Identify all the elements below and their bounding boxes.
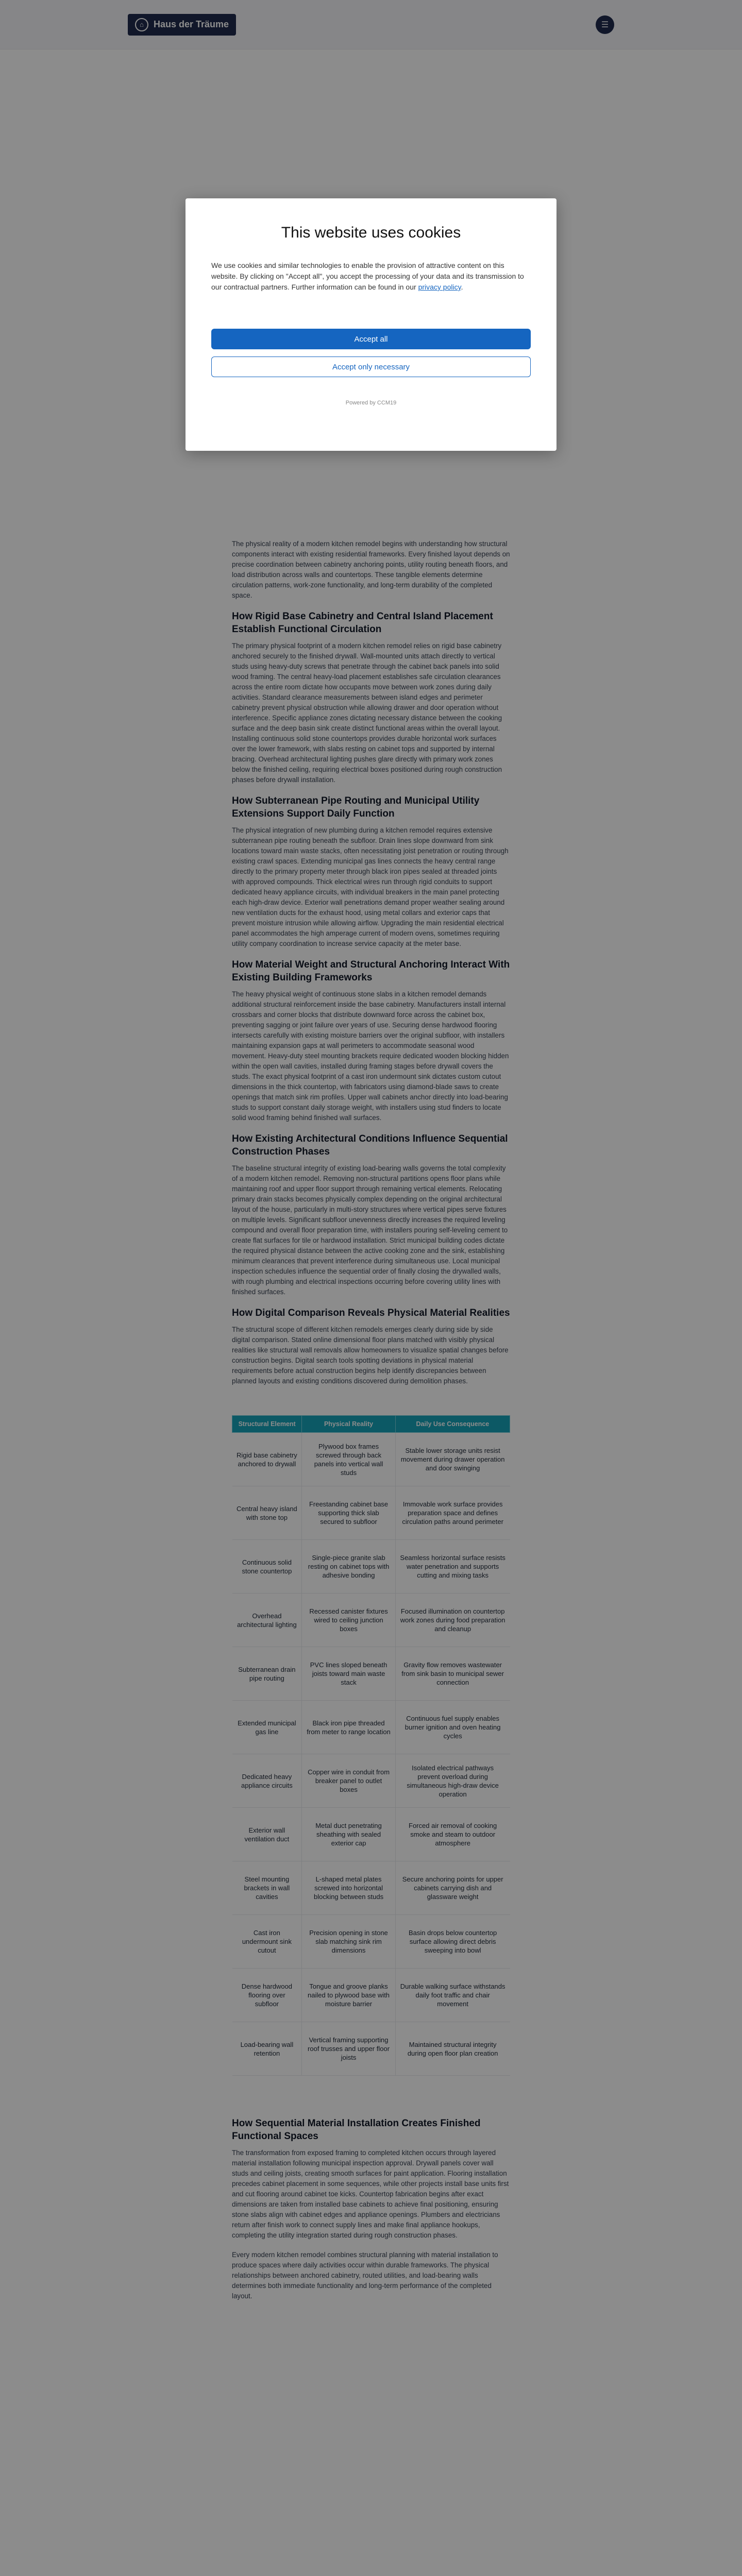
table-cell: Durable walking surface withstands daily foot traffic and chair movement bbox=[395, 1969, 510, 2022]
table-cell: Overhead architectural lighting bbox=[232, 1594, 302, 1647]
table-cell: Extended municipal gas line bbox=[232, 1701, 302, 1754]
table-cell: Vertical framing supporting roof trusses and upper floor joists bbox=[302, 2022, 396, 2076]
table-cell: Isolated electrical pathways prevent overload during simultaneous high-draw device operation bbox=[395, 1754, 510, 1808]
dialog-title: This website uses cookies bbox=[281, 224, 461, 241]
accept-necessary-button[interactable]: Accept only necessary bbox=[211, 357, 531, 377]
table-cell: Load-bearing wall retention bbox=[232, 2022, 302, 2076]
table-cell: Black iron pipe threaded from meter to range location bbox=[302, 1701, 396, 1754]
section-heading: How Subterranean Pipe Routing and Municipal Utility Extensions Support Daily Function bbox=[232, 795, 480, 819]
table-cell: Seamless horizontal surface resists water penetration and supports cutting and mixing tasks bbox=[395, 1540, 510, 1594]
table-cell: Freestanding cabinet base supporting thick slab secured to subfloor bbox=[302, 1486, 396, 1540]
dialog-body: We use cookies and similar technologies to enable the provision of attractive content on this website. By clicking on "Accept all", you accept the processing of your data and its transmission to our contractual partners. Further information can be found in our bbox=[211, 261, 524, 291]
section-heading: How Rigid Base Cabinetry and Central Island Placement Establish Functional Circulation bbox=[232, 611, 493, 635]
table-cell: Continuous solid stone countertop bbox=[232, 1540, 302, 1594]
table-cell: Metal duct penetrating sheathing with sealed exterior cap bbox=[302, 1808, 396, 1861]
table-cell: Precision opening in stone slab matching sink rim dimensions bbox=[302, 1915, 396, 1969]
column-header: Structural Element bbox=[232, 1416, 302, 1433]
column-header: Physical Reality bbox=[302, 1416, 396, 1433]
section-heading: How Material Weight and Structural Anchoring Interact With Existing Building Frameworks bbox=[232, 959, 510, 983]
table-cell: Steel mounting brackets in wall cavities bbox=[232, 1861, 302, 1915]
privacy-policy-link[interactable]: privacy policy bbox=[418, 283, 461, 291]
table-cell: Dense hardwood flooring over subfloor bbox=[232, 1969, 302, 2022]
table-cell: Tongue and groove planks nailed to plywood base with moisture barrier bbox=[302, 1969, 396, 2022]
table-cell: Cast iron undermount sink cutout bbox=[232, 1915, 302, 1969]
table-cell: Basin drops below countertop surface allowing direct debris sweeping into bowl bbox=[395, 1915, 510, 1969]
cookie-consent-dialog bbox=[185, 198, 556, 451]
table-cell: Rigid base cabinetry anchored to drywall bbox=[232, 1433, 302, 1486]
table-cell: Maintained structural integrity during open floor plan creation bbox=[395, 2022, 510, 2076]
table-cell: Single-piece granite slab resting on cabinet tops with adhesive bonding bbox=[302, 1540, 396, 1594]
section-heading: How Existing Architectural Conditions Influence Sequential Construction Phases bbox=[232, 1133, 508, 1157]
table-cell: Plywood box frames screwed through back panels into vertical wall studs bbox=[302, 1433, 396, 1486]
table-cell: Copper wire in conduit from breaker panel to outlet boxes bbox=[302, 1754, 396, 1808]
section-body: The physical integration of new plumbing during a kitchen remodel requires extensive subterranean pipe routing beneath the subfloor. Drain lines slope downward from sink locations toward main waste stacks, often necessitating joist penetration or routing through existing crawl spaces. Extending municipal gas lines connects the heavy central range directly to the primary property meter through black iron pipes sealed at threaded joints with approved compounds. Thick electrical wires run through rigid conduits to support dedicated heavy appliance circuits, with individual breakers in the main panel protecting each high-draw device. Exterior wall penetrations demand proper weather sealing around new ventilation ducts for the exhaust hood, using metal collars and exterior caps that prevent moisture intrusion while allowing airflow. Upgrading the main residential electrical panel accommodates the high amperage current of modern ovens, sometimes requiring utility company coordination to increase service capacity at the meter base. bbox=[232, 826, 509, 947]
table-cell: Secure anchoring points for upper cabinets carrying dish and glassware weight bbox=[395, 1861, 510, 1915]
section-body: The structural scope of different kitchen remodels emerges clearly during side by side digital comparison. Stated online dimensional floor plans matched with visibly physical realities like structural wall removals allow homeowners to visualize spatial changes before construction begins. Digital search tools spotting deviations in physical material requirements before actual construction begins help identify discrepancies between planned layouts and existing conditions discovered during demolition phases. bbox=[232, 1326, 509, 1385]
section-heading: How Digital Comparison Reveals Physical Material Realities bbox=[232, 1308, 510, 1318]
table-cell: Exterior wall ventilation duct bbox=[232, 1808, 302, 1861]
table-cell: Recessed canister fixtures wired to ceiling junction boxes bbox=[302, 1594, 396, 1647]
table-cell: Gravity flow removes wastewater from sink basin to municipal sewer connection bbox=[395, 1647, 510, 1701]
section-body: Every modern kitchen remodel combines structural planning with material installation to produce spaces where daily activities occur within durable frameworks. The physical relationships between anchored cabinetry, routed utilities, and load-bearing walls determines both immediate functionality and long-term performance of the completed layout. bbox=[232, 2251, 498, 2300]
section-body: The heavy physical weight of continuous stone slabs in a kitchen remodel demands additional structural reinforcement inside the base cabinetry. Manufacturers install internal crossbars and corner blocks that distribute downward force across the cabinet box, preventing sagging or joint failure over years of use. Securing dense hardwood flooring intersects carefully with existing moisture barriers over the original subfloor, with installers maintaining expansion gaps at wall perimeters to accommodate seasonal wood movement. Heavy-duty steel mounting brackets require dedicated wooden blocking hidden within the open wall cavities, installed during framing stages before drywall covers the studs. The exact physical footprint of a cast iron undermount sink dictates custom cutout dimensions in the thick countertop, with fabricators using diamond-blade saws to create openings that match sink rim profiles. Upper wall cabinets anchor directly into load-bearing studs to support constant daily storage weight, with installers using stud finders to locate solid wood framing behind finished wall surfaces. bbox=[232, 990, 509, 1122]
table-cell: PVC lines sloped beneath joists toward main waste stack bbox=[302, 1647, 396, 1701]
section-heading: How Sequential Material Installation Creates Finished Functional Spaces bbox=[232, 2118, 481, 2142]
table-cell: L-shaped metal plates screwed into horizontal blocking between studs bbox=[302, 1861, 396, 1915]
table-cell: Focused illumination on countertop work zones during food preparation and cleanup bbox=[395, 1594, 510, 1647]
table-cell: Stable lower storage units resist movement during drawer operation and door swinging bbox=[395, 1433, 510, 1486]
dialog-text: We use cookies and similar technologies to enable the provision of attractive content on this website. By clicking on "Accept all", you accept the processing of your data and its transmission to our contractual partners. Further information can be found in our privacy policy. bbox=[211, 261, 524, 291]
table-cell: Central heavy island with stone top bbox=[232, 1486, 302, 1540]
section-body: The baseline structural integrity of existing load-bearing walls governs the total complexity of a modern kitchen remodel. Removing non-structural partitions opens floor plans while maintaining roof and upper floor support through remaining vertical elements. Relocating primary drain stacks becomes physically complex depending on the original architectural layout of the house, particularly in multi-story structures where vertical pipes serve fixtures on multiple levels. Significant subfloor unevenness directly increases the required leveling compound and overall floor preparation time, with installers pouring self-leveling cement to create flat surfaces for tile or hardwood installation. Strict municipal building codes dictate the required physical distance between the active cooking zone and the sink, establishing minimum clearances that prevent interference during simultaneous use. Local municipal inspection schedules influence the sequential order of finally closing the drywalled walls, with rough plumbing and electrical inspections occurring before covering utility lines with finished surfaces. bbox=[232, 1164, 508, 1296]
table-cell: Subterranean drain pipe routing bbox=[232, 1647, 302, 1701]
intro-paragraph: The physical reality of a modern kitchen remodel begins with understanding how structural components interact with existing residential frameworks. Every finished layout depends on precise coordination between cabinetry anchoring points, utility routing beneath floors, and load distribution across walls and countertops. These tangible elements determine circulation patterns, work-zone functionality, and long-term durability of the completed space. bbox=[232, 540, 510, 599]
table-cell: Forced air removal of cooking smoke and steam to outdoor atmosphere bbox=[395, 1808, 510, 1861]
hamburger-menu-icon[interactable]: ☰ bbox=[596, 15, 614, 34]
logo-text: Haus der Träume bbox=[154, 19, 229, 29]
section-body: The transformation from exposed framing to completed kitchen occurs through layered material installation following municipal inspection approval. Drywall panels cover wall studs and ceiling joists, creating smooth surfaces for paint application. Flooring installation precedes cabinet placement in some sequences, while other projects install base units first and cut flooring around cabinet toe kicks. Countertop fabrication begins after exact dimensions are taken from installed base cabinets to achieve final positioning, ensuring stone slabs align with cabinet edges and appliance openings. Plumbers and electricians return after finish work to connect supply lines and make final appliance hookups, completing the utility integration started during rough construction phases. bbox=[232, 2149, 509, 2239]
table-cell: Continuous fuel supply enables burner ignition and oven heating cycles bbox=[395, 1701, 510, 1754]
accept-all-button[interactable]: Accept all bbox=[211, 329, 531, 349]
table-cell: Dedicated heavy appliance circuits bbox=[232, 1754, 302, 1808]
house-icon: ⌂ bbox=[135, 18, 148, 31]
column-header: Daily Use Consequence bbox=[395, 1416, 510, 1433]
table-cell: Immovable work surface provides preparation space and defines circulation paths around perimeter bbox=[395, 1486, 510, 1540]
powered-by-text: Powered by CCM19 bbox=[345, 400, 397, 406]
section-body: The primary physical footprint of a modern kitchen remodel relies on rigid base cabinetry anchored securely to the finished drywall. Wall-mounted units attach directly to vertical studs using heavy-duty screws that penetrate through the cabinet back panels into solid wood framing. The central heavy-load placement establishes safe circulation clearances across the entire room dictate how occupants move between work zones during daily activities. Standard clearance measurements between island edges and perimeter cabinetry prevent physical obstruction while allowing drawer and door operation without interference. Specific appliance zones dictating necessary distance between the cooking surface and the deep basin sink create distinct functional areas within the overall layout. Installing continuous solid stone countertops provides durable horizontal work surfaces over the lower framework, with slabs resting on cabinet tops and supported by internal bracing. Overhead architectural lighting pushes glare directly with primary work zones below the finished ceiling, requiring electrical boxes positioned during rough construction phases before drywall installation. bbox=[232, 642, 502, 784]
